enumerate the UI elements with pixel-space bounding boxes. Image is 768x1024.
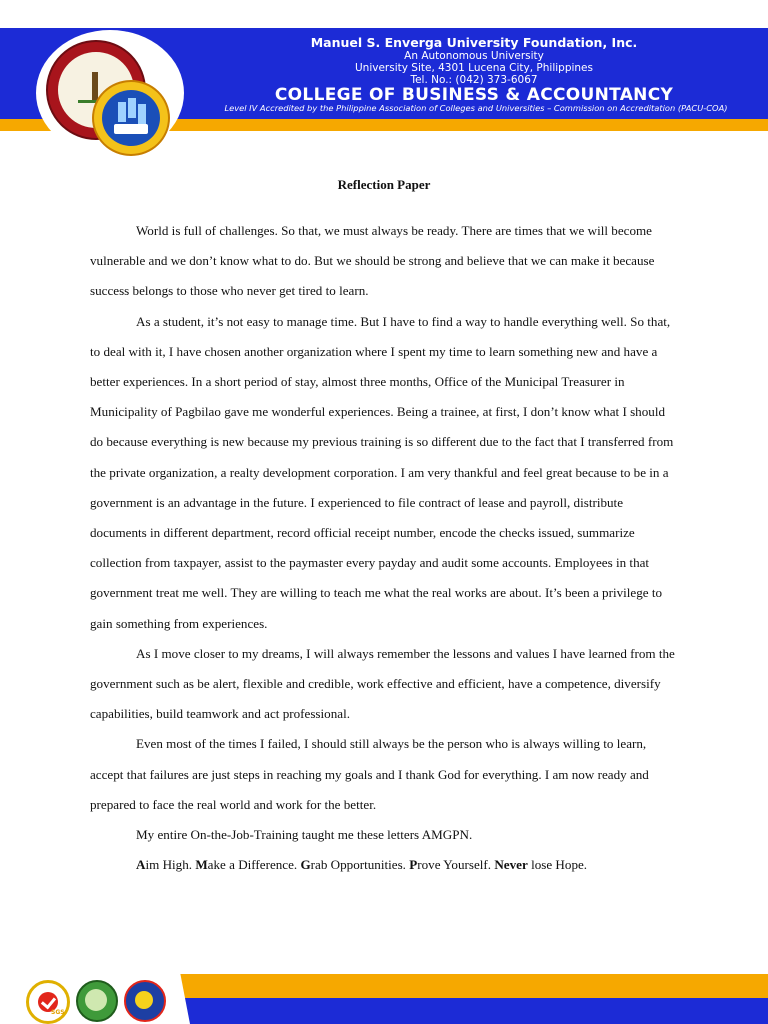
motto-rest: rove Yourself.	[417, 857, 495, 873]
motto-initial: A	[136, 857, 146, 873]
motto-rest: lose Hope.	[527, 857, 588, 873]
motto-initial: G	[300, 857, 311, 873]
org-address: University Site, 4301 Lucena City, Philippines	[354, 62, 593, 74]
motto-rest: ake a Difference.	[207, 857, 301, 873]
org-tagline: An Autonomous University	[404, 50, 544, 62]
document-body	[90, 216, 678, 880]
org-name: Manuel S. Enverga University Foundation, Inc.	[310, 35, 638, 50]
org-telephone: Tel. No.: (042) 373-6067	[410, 74, 538, 86]
sgs-certification-icon	[26, 980, 70, 1024]
paragraph: As a student, it’s not easy to manage time. But I have to find a way to handle everything well. So that, to deal with it, I have chosen another organization where I spent my time to learn something new and have a better experiences. In a short period of stay, almost three months, Office of the Municipal Treasurer in Municipality of Pagbilao gave me wonderful experiences. Being a trainee, at first, I don’t know what I should do because everything is new because my previous training is so different due to the fact that I transferred from the private organization, a realty development corporation. I am very thankful and feel great because to be in a government is an advantage in the future. I experienced to file contract of lease and payroll, distribute documents in different department, record official receipt number, encode the checks issued, summarize collection from taxpayer, assist to the paymaster every payday and audit some accounts. Employees in that government treat me well. They are willing to teach me what the real works are about. It’s been a privilege to gain something from experiences.	[90, 313, 674, 631]
footer-blue-band	[150, 998, 768, 1024]
green-seal-icon	[76, 980, 118, 1022]
paragraph: World is full of challenges. So that, we must always be ready. There are times that we will become vulnerable and we don’t know what to do. But we should be strong and believe that we can make it because success belongs to those who never get tired to learn.	[90, 223, 655, 299]
motto-line	[90, 850, 678, 880]
college-seal-icon	[92, 80, 170, 156]
motto-rest: rab Opportunities.	[310, 857, 410, 873]
college-name: COLLEGE OF BUSINESS & ACCOUNTANCY	[274, 85, 674, 105]
accreditation-note: Level IV Accredited by the Philippine Association of Colleges and Universities – Commission on Accreditation (PACU-COA)	[224, 103, 728, 113]
paragraph: My entire On-the-Job-Training taught me these letters AMGPN.	[136, 827, 473, 843]
paragraph: Even most of the times I failed, I should still always be the person who is always willing to learn, accept that failures are just steps in reaching my goals and I thank God for everything. I am now ready and prepared to face the real world and work for the better.	[90, 736, 649, 812]
motto-initial: P	[409, 857, 418, 873]
motto-rest: im High.	[145, 857, 196, 873]
paragraph: As I move closer to my dreams, I will always remember the lessons and values I have learned from the government such as be alert, flexible and credible, work effective and efficient, have a competence, diversify capabilities, build teamwork and act professional.	[90, 645, 675, 722]
motto-initial: Never	[494, 857, 528, 873]
document-title: Reflection Paper	[337, 177, 431, 192]
sgs-label: SGS	[51, 1009, 65, 1016]
motto-initial: M	[195, 857, 208, 873]
sun-seal-icon	[124, 980, 166, 1022]
letterhead	[0, 0, 768, 150]
